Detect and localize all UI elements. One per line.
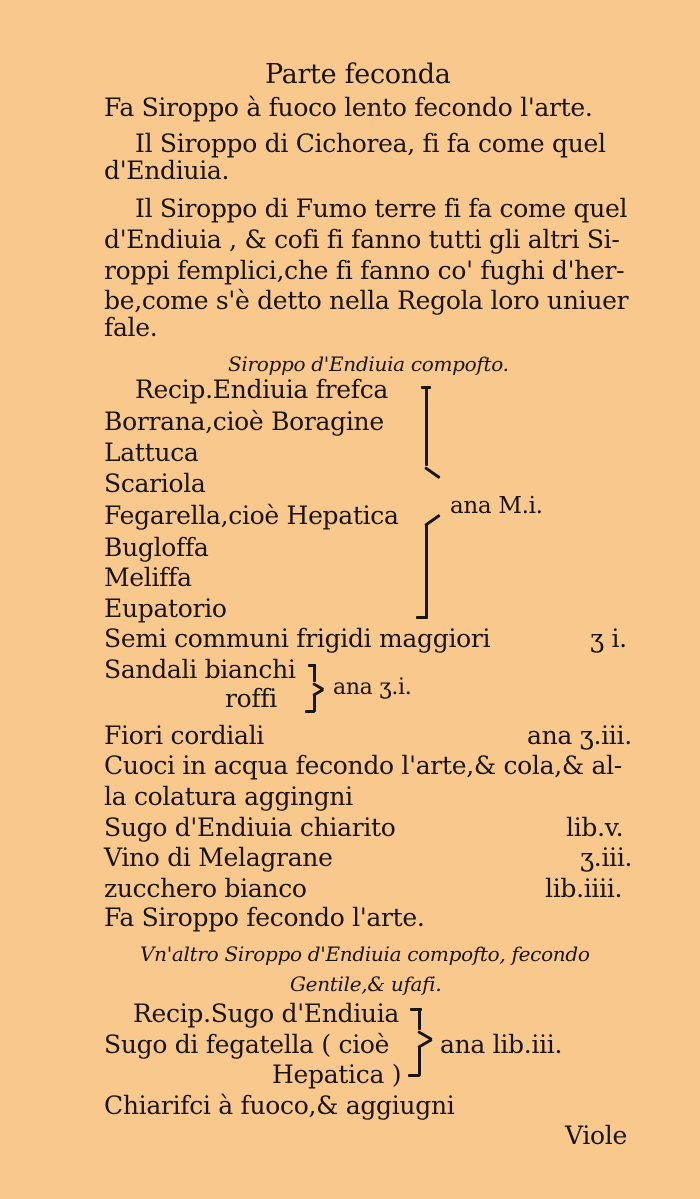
ingredient: Eupatorio <box>104 594 227 623</box>
dose: ana M.i. <box>450 493 543 519</box>
recipe-title: Siroppo d'Endiuia compofto. <box>228 352 509 376</box>
ingredient: zucchero bianco <box>104 874 307 903</box>
text-line: d'Endiuia. <box>104 156 230 185</box>
ingredient: Lattuca <box>104 438 199 467</box>
text-line: Fa Siroppo à fuoco lento fecondo l'arte. <box>104 93 593 122</box>
running-title: Parte feconda <box>265 59 451 90</box>
text-line: be,come s'è detto nella Regola loro uniuer <box>104 286 629 315</box>
ingredient: Fiori cordiali <box>104 721 264 750</box>
ingredient: Vino di Melagrane <box>104 843 333 872</box>
ingredient: Sugo d'Endiuia chiarito <box>104 813 396 842</box>
text-line: Il Siroppo di Fumo terre fi fa come quel <box>135 194 628 223</box>
recipe-title: Gentile,& ufafi. <box>290 972 442 996</box>
dose: ʒ.iii. <box>580 843 633 872</box>
ingredient: Hepatica ) <box>272 1060 402 1089</box>
catchword: Viole <box>565 1121 627 1150</box>
text-line: Il Siroppo di Cichorea, fi fa come quel <box>135 129 606 158</box>
ingredient: Recip.Endiuia frefca <box>135 375 389 404</box>
text-line: d'Endiuia , & cofi fi fanno tutti gli altri Si- <box>104 225 620 254</box>
ingredient: Meliffa <box>104 563 192 592</box>
dose: lib.iiii. <box>545 874 623 903</box>
text-line: fale. <box>104 313 158 342</box>
dose: ana ʒ.iii. <box>527 721 632 750</box>
text-line: Cuoci in acqua fecondo l'arte,& cola,& al- <box>104 751 622 780</box>
ingredient: Recip.Sugo d'Endiuia <box>133 999 400 1028</box>
ingredient: Semi communi frigidi maggiori <box>104 624 491 653</box>
dose: ana ʒ.i. <box>333 675 412 700</box>
ingredient: Bugloffa <box>104 533 209 562</box>
ingredient: Sandali bianchi <box>104 655 296 684</box>
text-line: roppi femplici,che fi fanno co' fughi d'her- <box>104 256 625 285</box>
recipe-title: Vn'altro Siroppo d'Endiuia compofto, fecondo <box>140 942 590 966</box>
text-line: la colatura aggingni <box>104 782 353 811</box>
ingredient: Borrana,cioè Boragine <box>104 407 384 436</box>
text-line: Fa Siroppo fecondo l'arte. <box>104 903 425 932</box>
dose: ana lib.iii. <box>440 1030 563 1059</box>
dose: ʒ i. <box>590 624 627 653</box>
text-line: Chiarifci à fuoco,& aggiugni <box>104 1091 455 1120</box>
ingredient: Sugo di fegatella ( cioè <box>104 1030 390 1059</box>
ingredient: Fegarella,cioè Hepatica <box>104 501 399 530</box>
ingredient: Scariola <box>104 469 206 498</box>
dose: lib.v. <box>566 813 624 842</box>
ingredient: roffi <box>225 684 278 713</box>
